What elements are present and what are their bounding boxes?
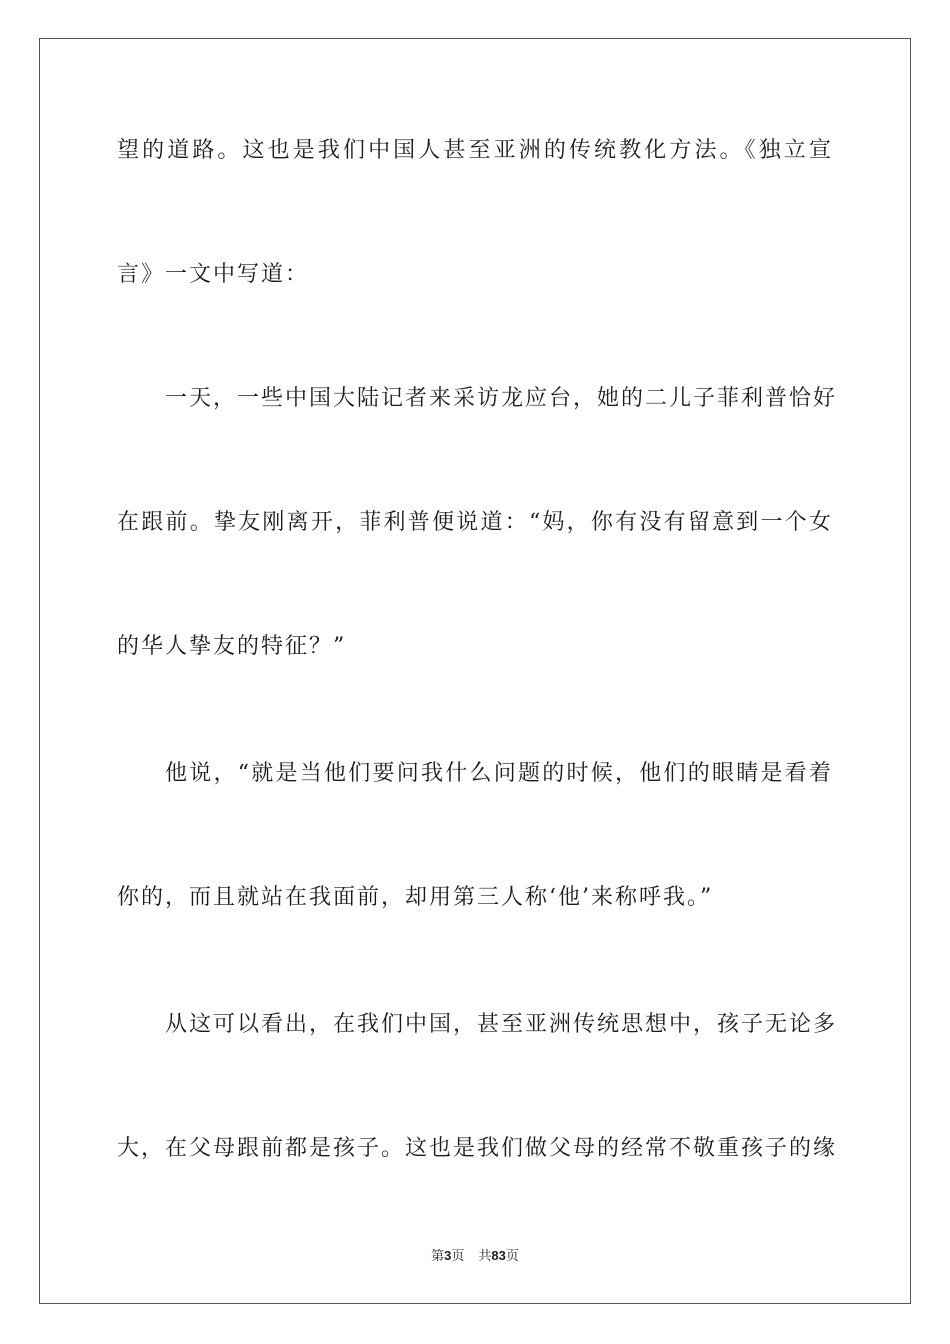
paragraph-start-line-3: 一天，一些中国大陆记者来采访龙应台，她的二儿子菲利普恰好 (165, 386, 838, 411)
page-footer (0, 1247, 950, 1266)
text-line-5: 的华人挚友的特征？” (117, 634, 347, 659)
page-prefix: 第 (431, 1249, 445, 1264)
page-current-number: 3 (444, 1248, 452, 1263)
paragraph-start-line-6: 他说，“就是当他们要问我什么问题的时候，他们的眼睛是看着 (165, 761, 833, 786)
page-total-number: 83 (491, 1248, 506, 1263)
page-suffix: 页 (451, 1249, 465, 1264)
text-line-9: 大，在父母跟前都是孩子。这也是我们做父母的经常不敬重孩子的缘 (117, 1136, 838, 1161)
total-prefix: 共 (478, 1249, 492, 1264)
text-line-7: 你的，而且就站在我面前，却用第三人称‘他’来称呼我。” (117, 885, 714, 910)
total-suffix: 页 (505, 1249, 519, 1264)
page-border (39, 38, 911, 1304)
paragraph-start-line-8: 从这可以看出，在我们中国，甚至亚洲传统思想中，孩子无论多 (165, 1012, 838, 1037)
text-line-4: 在跟前。挚友刚离开，菲利普便说道：“妈，你有没有留意到一个女 (117, 510, 833, 535)
text-line-1: 望的道路。这也是我们中国人甚至亚洲的传统教化方法。《独立宣 (117, 138, 833, 163)
text-line-2: 言》一文中写道： (117, 262, 310, 287)
